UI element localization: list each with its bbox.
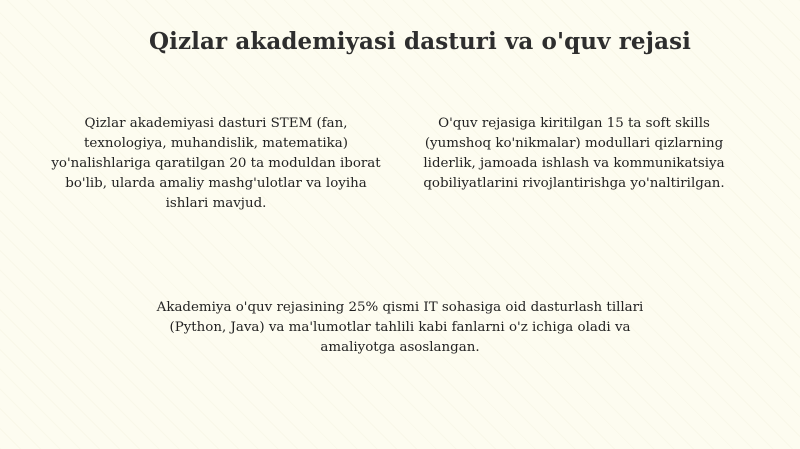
paragraph-soft-skills: O'quv rejasiga kiritilgan 15 ta soft skills (yumshoq ko'nikmalar) modullari qizlarning liderlik, jamoada ishlash va kommunikatsiya qobiliyatlarini rivojlantirishga yo'naltirilgan.	[423, 116, 725, 191]
slide-title: Qizlar akademiyasi dasturi va o'quv rejasi	[149, 28, 691, 55]
paragraph-stem-modules: Qizlar akademiyasi dasturi STEM (fan, texnologiya, muhandislik, matematika) yo'nalishlariga qaratilgan 20 ta moduldan iborat bo'lib, ularda amaliy mashg'ulotlar va loyiha ishlari mavjud.	[51, 116, 381, 211]
paragraph-it-programming: Akademiya o'quv rejasining 25% qismi IT sohasiga oid dasturlash tillari (Python, Java) va ma'lumotlar tahlili kabi fanlarni o'z ichiga oladi va amaliyotga asoslangan.	[156, 300, 644, 355]
